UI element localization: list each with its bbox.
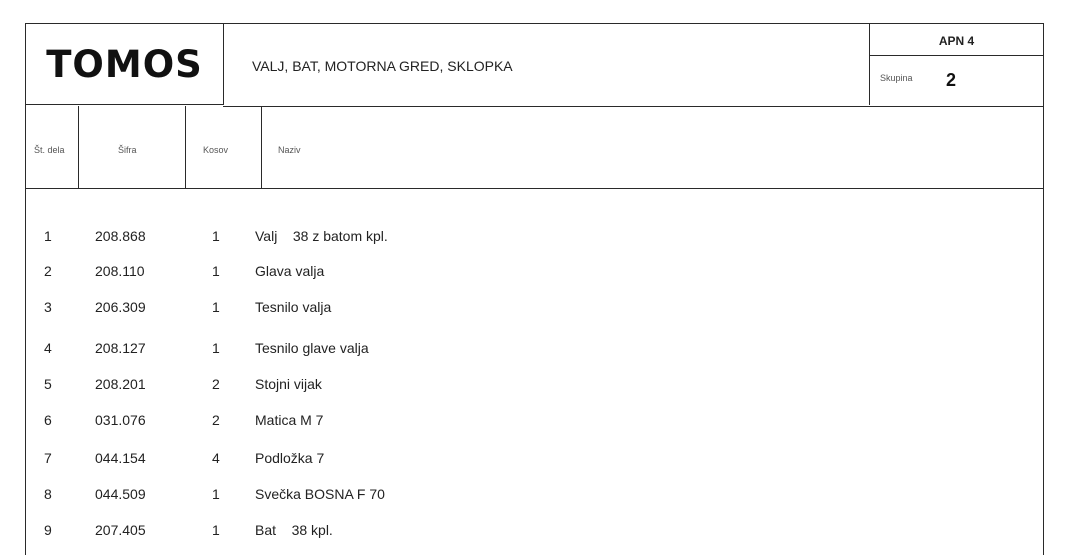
part-qty: 2 (212, 376, 220, 392)
document-title: VALJ, BAT, MOTORNA GRED, SKLOPKA (252, 58, 513, 74)
part-code: 208.201 (95, 376, 146, 392)
logo-divider (223, 23, 224, 104)
part-name: Valj 38 z batom kpl. (255, 228, 388, 244)
part-qty: 2 (212, 412, 220, 428)
part-code: 031.076 (95, 412, 146, 428)
apn-code: APN 4 (938, 34, 975, 48)
part-name: Tesnilo glave valja (255, 340, 369, 356)
part-name: Stojni vijak (255, 376, 322, 392)
part-code: 208.110 (95, 263, 145, 279)
table-row (0, 263, 1068, 299)
column-header-part-no: Št. dela (34, 145, 65, 155)
column-divider-3 (261, 106, 262, 188)
part-qty: 1 (212, 299, 220, 315)
logo-bottom-border (25, 104, 224, 105)
part-code: 208.127 (95, 340, 146, 356)
part-qty: 1 (212, 228, 220, 244)
part-code: 206.309 (95, 299, 146, 315)
part-qty: 1 (212, 486, 220, 502)
part-number: 2 (44, 263, 52, 279)
table-row (0, 376, 1068, 412)
part-qty: 1 (212, 340, 220, 356)
part-name: Bat 38 kpl. (255, 522, 333, 538)
part-number: 3 (44, 299, 52, 315)
part-name: Glava valja (255, 263, 325, 279)
column-divider-1 (78, 106, 79, 188)
part-name: Podložka 7 (255, 450, 325, 466)
table-row (0, 522, 1068, 558)
header-bottom-border (223, 106, 1044, 107)
part-number: 6 (44, 412, 52, 428)
part-number: 1 (44, 228, 52, 244)
part-code: 044.154 (95, 450, 146, 466)
column-header-bottom-border (25, 188, 1044, 189)
part-code: 044.509 (95, 486, 146, 502)
part-qty: 4 (212, 450, 220, 466)
group-label: Skupina (880, 73, 913, 83)
tomos-logo: TOMOS (46, 42, 203, 86)
part-number: 4 (44, 340, 52, 356)
part-code: 207.405 (95, 522, 146, 538)
table-row (0, 299, 1068, 335)
part-name: Tesnilo valja (255, 299, 332, 315)
table-row (0, 340, 1068, 376)
part-qty: 1 (212, 522, 220, 538)
table-row (0, 412, 1068, 448)
part-qty: 1 (212, 263, 220, 279)
part-number: 9 (44, 522, 52, 538)
part-number: 8 (44, 486, 52, 502)
part-name: Svečka BOSNA F 70 (255, 486, 385, 502)
column-header-qty: Kosov (203, 145, 229, 155)
part-number: 7 (44, 450, 52, 466)
column-divider-2 (185, 106, 186, 188)
column-header-name: Naziv (278, 145, 301, 155)
part-code: 208.868 (95, 228, 146, 244)
part-name: Matica M 7 (255, 412, 324, 428)
part-number: 5 (44, 376, 52, 392)
column-header-code: Šifra (118, 145, 137, 155)
table-row (0, 228, 1068, 264)
apn-divider (869, 55, 1044, 56)
table-row (0, 486, 1068, 522)
group-number: 2 (946, 70, 957, 90)
table-row (0, 450, 1068, 486)
